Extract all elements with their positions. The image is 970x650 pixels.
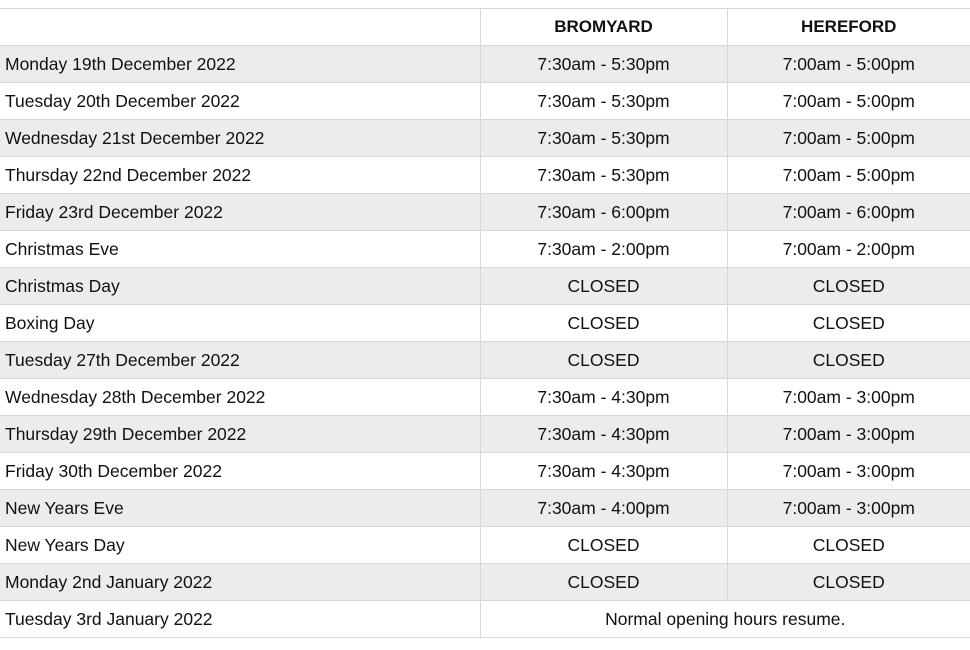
row-hereford-hours: CLOSED	[727, 564, 970, 601]
row-bromyard-hours: CLOSED	[480, 268, 727, 305]
row-hereford-hours: CLOSED	[727, 305, 970, 342]
row-day: Christmas Eve	[0, 231, 480, 268]
row-day: Tuesday 20th December 2022	[0, 83, 480, 120]
table-row	[0, 453, 970, 490]
table-row	[0, 342, 970, 379]
table-row	[0, 416, 970, 453]
table-header-row	[0, 9, 970, 46]
row-bromyard-hours: 7:30am - 5:30pm	[480, 120, 727, 157]
row-day: New Years Eve	[0, 490, 480, 527]
row-day: Monday 2nd January 2022	[0, 564, 480, 601]
row-bromyard-hours: CLOSED	[480, 564, 727, 601]
table-row	[0, 157, 970, 194]
row-hereford-hours: 7:00am - 3:00pm	[727, 416, 970, 453]
row-hereford-hours: 7:00am - 2:00pm	[727, 231, 970, 268]
header-day	[0, 9, 480, 46]
row-hereford-hours: 7:00am - 3:00pm	[727, 490, 970, 527]
row-bromyard-hours: 7:30am - 5:30pm	[480, 46, 727, 83]
row-hereford-hours: 7:00am - 5:00pm	[727, 46, 970, 83]
row-bromyard-hours: 7:30am - 5:30pm	[480, 83, 727, 120]
row-bromyard-hours: 7:30am - 5:30pm	[480, 157, 727, 194]
row-bromyard-hours: 7:30am - 4:30pm	[480, 379, 727, 416]
row-bromyard-hours: CLOSED	[480, 305, 727, 342]
row-hereford-hours: CLOSED	[727, 342, 970, 379]
table-row	[0, 46, 970, 83]
row-day: Boxing Day	[0, 305, 480, 342]
row-day: Tuesday 27th December 2022	[0, 342, 480, 379]
row-bromyard-hours: CLOSED	[480, 342, 727, 379]
row-day: Thursday 22nd December 2022	[0, 157, 480, 194]
table-row	[0, 379, 970, 416]
row-bromyard-hours: CLOSED	[480, 527, 727, 564]
row-day: Thursday 29th December 2022	[0, 416, 480, 453]
row-day: Christmas Day	[0, 268, 480, 305]
row-day: Wednesday 28th December 2022	[0, 379, 480, 416]
table-row	[0, 527, 970, 564]
opening-hours-table	[0, 8, 970, 638]
table-row	[0, 564, 970, 601]
row-hereford-hours: 7:00am - 5:00pm	[727, 120, 970, 157]
row-day: Monday 19th December 2022	[0, 46, 480, 83]
row-bromyard-hours: 7:30am - 4:00pm	[480, 490, 727, 527]
row-bromyard-hours: 7:30am - 6:00pm	[480, 194, 727, 231]
row-bromyard-hours: 7:30am - 4:30pm	[480, 416, 727, 453]
normal-hours-note: Normal opening hours resume.	[480, 601, 970, 638]
row-hereford-hours: 7:00am - 5:00pm	[727, 157, 970, 194]
row-hereford-hours: 7:00am - 5:00pm	[727, 83, 970, 120]
header-bromyard: BROMYARD	[480, 9, 727, 46]
header-hereford: HEREFORD	[727, 9, 970, 46]
row-day: Friday 23rd December 2022	[0, 194, 480, 231]
table-row-final	[0, 601, 970, 638]
row-hereford-hours: CLOSED	[727, 527, 970, 564]
row-day: New Years Day	[0, 527, 480, 564]
table-row	[0, 83, 970, 120]
row-hereford-hours: 7:00am - 3:00pm	[727, 453, 970, 490]
table-row	[0, 268, 970, 305]
row-hereford-hours: 7:00am - 3:00pm	[727, 379, 970, 416]
table-row	[0, 120, 970, 157]
table-row	[0, 305, 970, 342]
table-row	[0, 231, 970, 268]
table-row	[0, 490, 970, 527]
row-day: Wednesday 21st December 2022	[0, 120, 480, 157]
row-day: Tuesday 3rd January 2022	[0, 601, 480, 638]
row-bromyard-hours: 7:30am - 2:00pm	[480, 231, 727, 268]
row-bromyard-hours: 7:30am - 4:30pm	[480, 453, 727, 490]
row-hereford-hours: CLOSED	[727, 268, 970, 305]
row-hereford-hours: 7:00am - 6:00pm	[727, 194, 970, 231]
row-day: Friday 30th December 2022	[0, 453, 480, 490]
table-row	[0, 194, 970, 231]
